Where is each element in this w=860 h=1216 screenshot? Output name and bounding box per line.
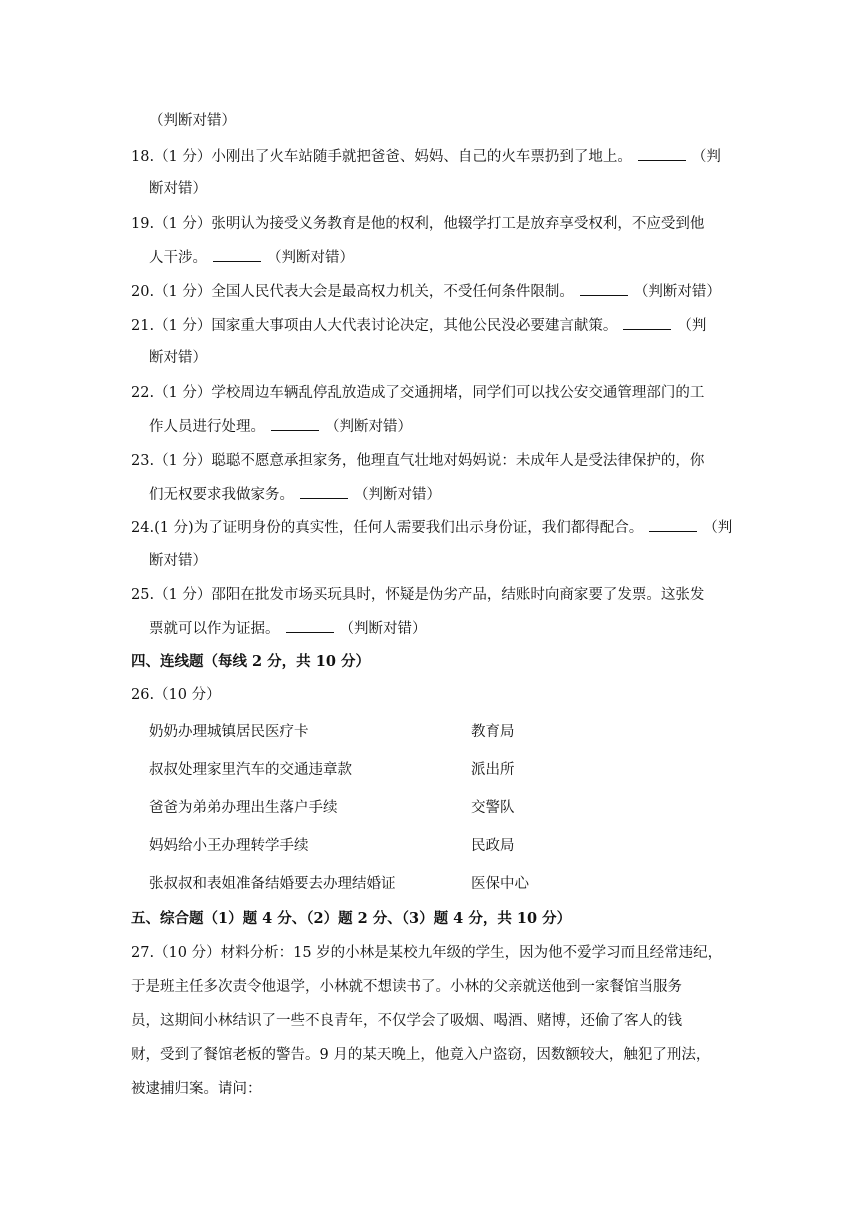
question-27: 27.（10 分）材料分析：15 岁的小林是某校九年级的学生，因为他不爱学习而且经常违纪， <box>131 945 723 961</box>
question-18-cont: 断对错） <box>149 181 207 197</box>
question-24: 24.(1 分)为了证明身份的真实性，任何人需要我们出示身份证，我们都得配合。 （判 <box>131 517 732 538</box>
question-21-cont: 断对错） <box>149 350 207 366</box>
question-22-cont: 作人员进行处理。 （判断对错） <box>149 416 412 437</box>
answer-blank[interactable] <box>286 618 334 633</box>
question-23: 23.（1 分）聪聪不愿意承担家务，他理直气壮地对妈妈说：未成年人是受法律保护的，你 <box>131 453 705 469</box>
question-27-line: 员，这期间小林结识了一些不良青年，不仅学会了吸烟、喝酒、赌博，还偷了客人的钱 <box>131 1013 682 1029</box>
match-right-item[interactable]: 民政局 <box>471 838 515 854</box>
match-left-item[interactable]: 爸爸为弟弟办理出生落户手续 <box>149 800 338 816</box>
answer-blank[interactable] <box>623 315 671 330</box>
match-left-item[interactable]: 叔叔处理家里汽车的交通违章款 <box>149 762 352 778</box>
answer-blank[interactable] <box>638 146 686 161</box>
question-27-line: 财，受到了餐馆老板的警告。9 月的某天晚上，他竟入户盗窃，因数额较大，触犯了刑法， <box>131 1047 711 1063</box>
question-23-cont: 们无权要求我做家务。 （判断对错） <box>149 484 441 505</box>
match-left-item[interactable]: 妈妈给小王办理转学手续 <box>149 838 309 854</box>
question-24-cont: 断对错） <box>149 553 207 569</box>
answer-blank[interactable] <box>213 247 261 262</box>
q17-tail: （判断对错） <box>149 113 236 129</box>
match-right-item[interactable]: 医保中心 <box>471 876 529 892</box>
question-21: 21.（1 分）国家重大事项由人大代表讨论决定，其他公民没必要建言献策。 （判 <box>131 315 706 336</box>
match-right-item[interactable]: 教育局 <box>471 724 515 740</box>
answer-blank[interactable] <box>649 517 697 532</box>
question-22: 22.（1 分）学校周边车辆乱停乱放造成了交通拥堵，同学们可以找公安交通管理部门的工 <box>131 385 705 401</box>
answer-blank[interactable] <box>580 281 628 296</box>
match-left-item[interactable]: 奶奶办理城镇居民医疗卡 <box>149 724 309 740</box>
question-25-cont: 票就可以作为证据。 （判断对错） <box>149 618 427 639</box>
question-27-line: 于是班主任多次责令他退学，小林就不想读书了。小林的父亲就送他到一家餐馆当服务 <box>131 979 682 995</box>
section-4-heading: 四、连线题（每线 2 分，共 10 分） <box>131 653 370 670</box>
answer-blank[interactable] <box>300 484 348 499</box>
match-left-item[interactable]: 张叔叔和表姐准备结婚要去办理结婚证 <box>149 876 396 892</box>
question-19: 19.（1 分）张明认为接受义务教育是他的权利，他辍学打工是放弃享受权利，不应受到他 <box>131 216 705 232</box>
match-right-item[interactable]: 派出所 <box>471 762 515 778</box>
question-27-line: 被逮捕归案。请问： <box>131 1081 262 1097</box>
section-5-heading: 五、综合题（1）题 4 分、（2）题 2 分、（3）题 4 分，共 10 分） <box>131 910 572 927</box>
answer-blank[interactable] <box>271 416 319 431</box>
question-25: 25.（1 分）邵阳在批发市场买玩具时，怀疑是伪劣产品，结账时向商家要了发票。这张发 <box>131 587 705 603</box>
question-18: 18.（1 分）小刚出了火车站随手就把爸爸、妈妈、自己的火车票扔到了地上。 （判 <box>131 146 721 167</box>
question-19-cont: 人干涉。 （判断对错） <box>149 247 354 268</box>
question-20: 20.（1 分）全国人民代表大会是最高权力机关，不受任何条件限制。 （判断对错） <box>131 281 721 302</box>
match-right-item[interactable]: 交警队 <box>471 800 515 816</box>
question-26-label: 26.（10 分） <box>131 687 221 703</box>
